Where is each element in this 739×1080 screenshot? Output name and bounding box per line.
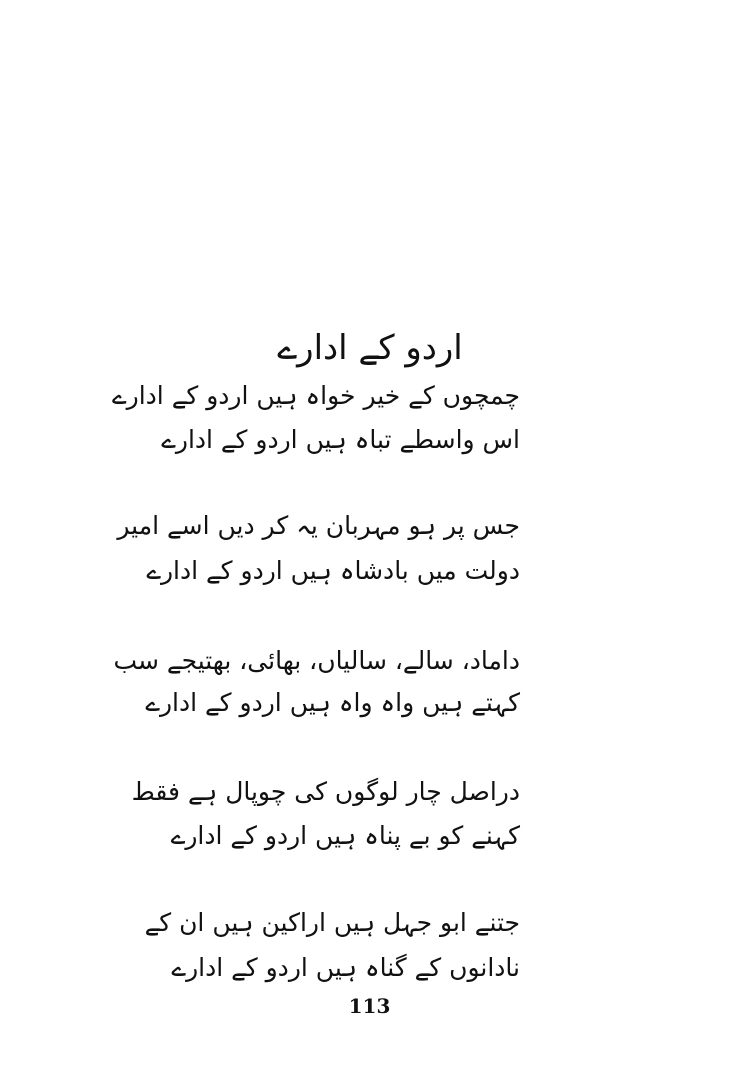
poem-line: نادانوں کے گناہ ہیں اردو کے ادارے [171, 953, 520, 982]
poem-line: کہتے ہیں واہ واہ ہیں اردو کے ادارے [145, 688, 520, 717]
poem-title: اردو کے ادارے [277, 328, 463, 368]
poem-line: داماد، سالے، سالیاں، بھائی، بھتیجے سب [113, 646, 520, 675]
poem-line: جتنے ابو جہل ہیں اراکین ہیں ان کے [144, 908, 520, 937]
poem-line: اس واسطے تباہ ہیں اردو کے ادارے [161, 425, 520, 454]
page-number: 113 [348, 994, 391, 1018]
poem-line: جس پر ہو مہربان یہ کر دیں اسے امیر [117, 511, 520, 540]
poem-line: دولت میں بادشاہ ہیں اردو کے ادارے [146, 556, 520, 585]
poem-line: چمچوں کے خیر خواہ ہیں اردو کے ادارے [112, 381, 520, 410]
poem-line: کہنے کو بے پناہ ہیں اردو کے ادارے [170, 821, 520, 850]
poem-line: دراصل چار لوگوں کی چوپال ہے فقط [131, 777, 520, 806]
